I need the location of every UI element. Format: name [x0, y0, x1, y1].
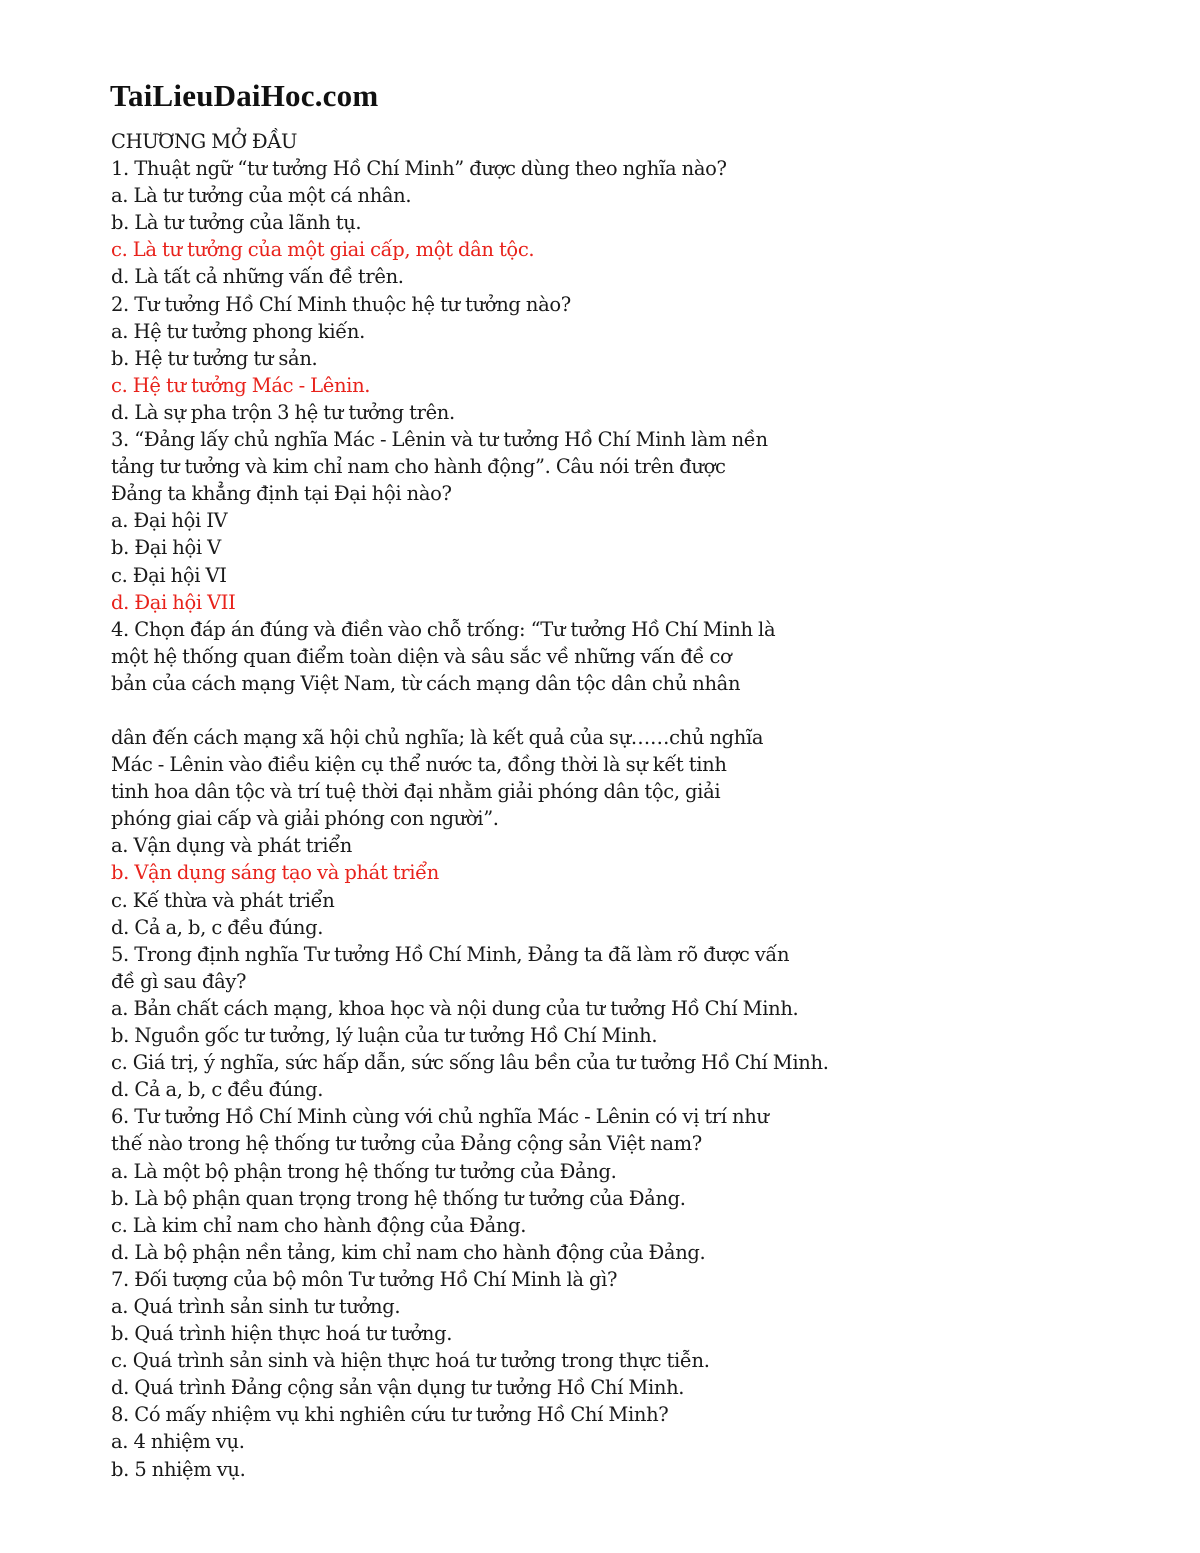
correct-answer-line: b. Vận dụng sáng tạo và phát triển — [111, 861, 439, 885]
text-line: 4. Chọn đáp án đúng và điền vào chỗ trống: “Tư tưởng Hồ Chí Minh là — [111, 617, 776, 641]
text-line: a. Hệ tư tưởng phong kiến. — [111, 319, 365, 343]
text-line: a. Là tư tưởng của một cá nhân. — [111, 184, 412, 208]
text-line: b. Là bộ phận quan trọng trong hệ thống tư tưởng của Đảng. — [111, 1186, 686, 1210]
text-line: đề gì sau đây? — [111, 969, 247, 993]
text-line: b. Hệ tư tưởng tư sản. — [111, 346, 318, 370]
text-line: a. Quá trình sản sinh tư tưởng. — [111, 1294, 401, 1318]
text-line: b. Là tư tưởng của lãnh tụ. — [111, 211, 362, 235]
correct-answer-line: d. Đại hội VII — [111, 590, 236, 614]
text-line: c. Giá trị, ý nghĩa, sức hấp dẫn, sức sống lâu bền của tư tưởng Hồ Chí Minh. — [111, 1051, 829, 1075]
text-line: a. Bản chất cách mạng, khoa học và nội dung của tư tưởng Hồ Chí Minh. — [111, 996, 799, 1020]
text-line: c. Là kim chỉ nam cho hành động của Đảng. — [111, 1213, 527, 1237]
text-line: phóng giai cấp và giải phóng con người”. — [111, 807, 499, 831]
text-line: dân đến cách mạng xã hội chủ nghĩa; là kết quả của sự……chủ nghĩa — [111, 726, 764, 749]
text-line: d. Quá trình Đảng cộng sản vận dụng tư tưởng Hồ Chí Minh. — [111, 1376, 685, 1400]
text-line: d. Cả a, b, c đều đúng. — [111, 1078, 324, 1102]
text-line: d. Là sự pha trộn 3 hệ tư tưởng trên. — [111, 400, 455, 424]
text-line: một hệ thống quan điểm toàn diện và sâu sắc về những vấn đề cơ — [111, 644, 732, 668]
text-line: d. Là bộ phận nền tảng, kim chỉ nam cho hành động của Đảng. — [111, 1240, 706, 1264]
quiz-text-block-top — [111, 128, 871, 697]
text-line: 8. Có mấy nhiệm vụ khi nghiên cứu tư tưởng Hồ Chí Minh? — [111, 1403, 669, 1427]
text-line: a. Vận dụng và phát triển — [111, 834, 353, 858]
text-line: 5. Trong định nghĩa Tư tưởng Hồ Chí Minh, Đảng ta đã làm rõ được vấn — [111, 942, 790, 966]
text-line: CHƯƠNG MỞ ĐẦU — [111, 130, 298, 153]
text-line: Đảng ta khẳng định tại Đại hội nào? — [111, 482, 452, 506]
text-line: 2. Tư tưởng Hồ Chí Minh thuộc hệ tư tưởng nào? — [111, 292, 571, 316]
text-line: 6. Tư tưởng Hồ Chí Minh cùng với chủ nghĩa Mác - Lênin có vị trí như — [111, 1105, 769, 1129]
text-line: Mác - Lênin vào điều kiện cụ thể nước ta, đồng thời là sự kết tinh — [111, 753, 727, 777]
text-line: bản của cách mạng Việt Nam, từ cách mạng dân tộc dân chủ nhân — [111, 671, 741, 695]
text-line: tảng tư tưởng và kim chỉ nam cho hành động”. Câu nói trên được — [111, 455, 726, 479]
text-line: c. Đại hội VI — [111, 563, 227, 587]
text-line: 1. Thuật ngữ “tư tưởng Hồ Chí Minh” được dùng theo nghĩa nào? — [111, 157, 727, 181]
text-line: b. 5 nhiệm vụ. — [111, 1457, 246, 1481]
correct-answer-line: c. Là tư tưởng của một giai cấp, một dân tộc. — [111, 238, 535, 262]
text-line: b. Đại hội V — [111, 536, 221, 560]
text-line: b. Nguồn gốc tư tưởng, lý luận của tư tưởng Hồ Chí Minh. — [111, 1024, 658, 1048]
text-line: c. Kế thừa và phát triển — [111, 888, 335, 912]
text-line: b. Quá trình hiện thực hoá tư tưởng. — [111, 1322, 453, 1346]
text-line: a. 4 nhiệm vụ. — [111, 1430, 245, 1454]
text-line: a. Đại hội IV — [111, 509, 228, 533]
text-line: d. Cả a, b, c đều đúng. — [111, 915, 324, 939]
site-title: TaiLieuDaiHoc.com — [110, 78, 379, 113]
text-line: a. Là một bộ phận trong hệ thống tư tưởng của Đảng. — [111, 1159, 617, 1183]
quiz-text-block-bottom — [111, 724, 871, 1483]
text-line: c. Quá trình sản sinh và hiện thực hoá tư tưởng trong thực tiễn. — [111, 1349, 710, 1373]
correct-answer-line: c. Hệ tư tưởng Mác - Lênin. — [111, 373, 371, 397]
text-line: d. Là tất cả những vấn đề trên. — [111, 265, 404, 289]
text-line: 7. Đối tượng của bộ môn Tư tưởng Hồ Chí Minh là gì? — [111, 1267, 618, 1291]
text-line: 3. “Đảng lấy chủ nghĩa Mác - Lênin và tư tưởng Hồ Chí Minh làm nền — [111, 428, 768, 452]
text-line: tinh hoa dân tộc và trí tuệ thời đại nhằm giải phóng dân tộc, giải — [111, 780, 721, 804]
text-line: thế nào trong hệ thống tư tưởng của Đảng cộng sản Việt nam? — [111, 1132, 702, 1156]
